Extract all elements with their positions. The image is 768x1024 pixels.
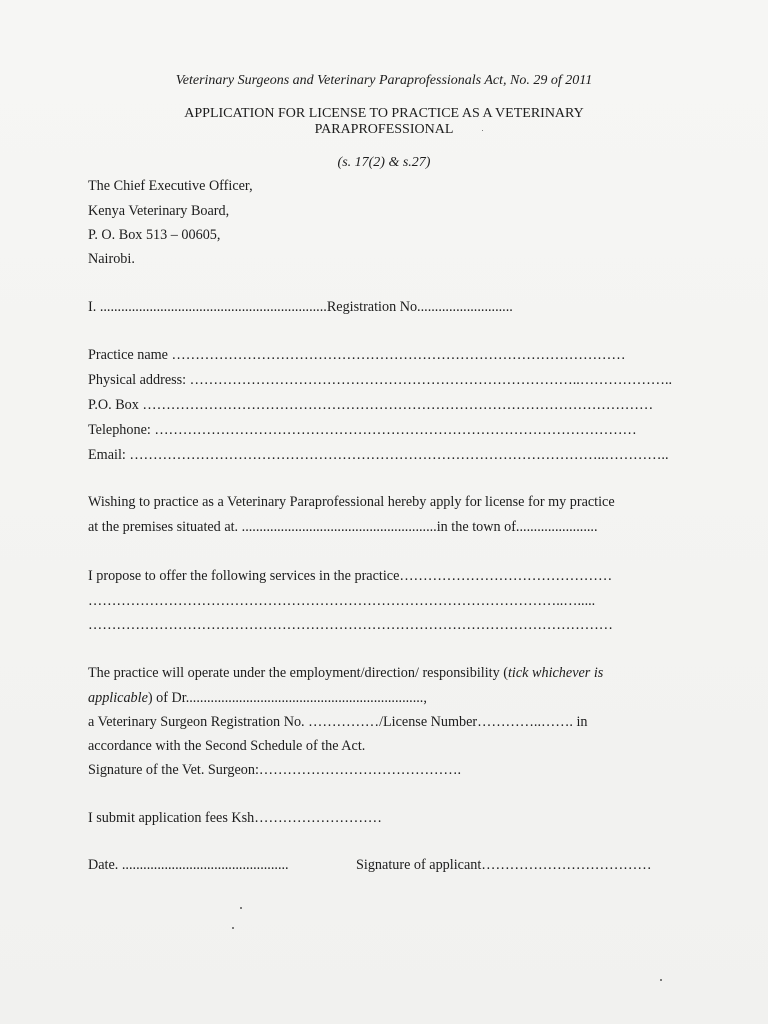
- addressee-line-4: Nairobi.: [88, 251, 135, 267]
- addressee-line-3: P. O. Box 513 – 00605,: [88, 227, 221, 243]
- addressee-line-2: Kenya Veterinary Board,: [88, 203, 230, 219]
- services-field-line-1[interactable]: I propose to offer the following services in the practice………………………………………: [88, 568, 613, 584]
- scan-speck: [660, 979, 662, 981]
- form-title-line-1: APPLICATION FOR LICENSE TO PRACTICE AS A VETERINARY: [184, 106, 584, 121]
- act-title: Veterinary Surgeons and Veterinary Paraprofessionals Act, No. 29 of 2011: [175, 73, 593, 88]
- supervising-doctor-field[interactable]: [88, 689, 427, 707]
- services-field-line-2[interactable]: ………………………………………………………………………………………..….....: [88, 593, 596, 609]
- vet-surgeon-signature-field[interactable]: Signature of the Vet. Surgeon:…………………………………….: [88, 762, 462, 778]
- physical-address-field[interactable]: Physical address: ………………………………………………………………………..………………..: [88, 372, 673, 388]
- services-field-line-3[interactable]: …………………………………………………………………………………………………: [88, 617, 613, 633]
- applicant-name-registration-field[interactable]: I. ................................................................Registration No...........................: [88, 299, 513, 315]
- application-fees-field[interactable]: I submit application fees Ksh………………………: [88, 810, 382, 826]
- applicant-signature-field[interactable]: Signature of applicant………………………………: [356, 857, 652, 873]
- addressee-line-1: The Chief Executive Officer,: [88, 178, 253, 194]
- telephone-field[interactable]: Telephone: …………………………………………………………………………………………: [88, 422, 637, 438]
- supervision-statement-line-1: [88, 664, 603, 682]
- form-title-line-2: PARAPROFESSIONAL: [314, 122, 454, 137]
- scan-speck: [482, 130, 483, 131]
- vet-surgeon-registration-field[interactable]: a Veterinary Surgeon Registration No. ……………/License Number…………..……. in: [88, 714, 588, 730]
- supervision-applicable-text: applicable: [88, 690, 148, 706]
- scan-speck: [232, 927, 234, 929]
- premises-statement-line-1: Wishing to practice as a Veterinary Paraprofessional hereby apply for license for my practice: [88, 494, 615, 510]
- supervision-doctor-text: ) of Dr...................................................................,: [147, 690, 427, 706]
- practice-name-field[interactable]: Practice name ……………………………………………………………………………………: [88, 347, 626, 363]
- scan-speck: [240, 907, 242, 909]
- supervision-text-b: tick whichever is: [507, 665, 604, 681]
- po-box-field[interactable]: P.O. Box ………………………………………………………………………………………………: [88, 397, 654, 413]
- supervision-statement-line-4: accordance with the Second Schedule of the Act.: [88, 738, 366, 754]
- premises-location-field[interactable]: at the premises situated at. .......................................................in the town of.......................: [88, 519, 598, 535]
- email-field[interactable]: Email: ………………………………………………………………………………………..…………..: [88, 447, 669, 463]
- supervision-text-a: The practice will operate under the employment/direction/ responsibility (: [88, 665, 508, 681]
- date-field[interactable]: Date. ...............................................: [88, 857, 289, 873]
- section-reference: (s. 17(2) & s.27): [337, 155, 431, 170]
